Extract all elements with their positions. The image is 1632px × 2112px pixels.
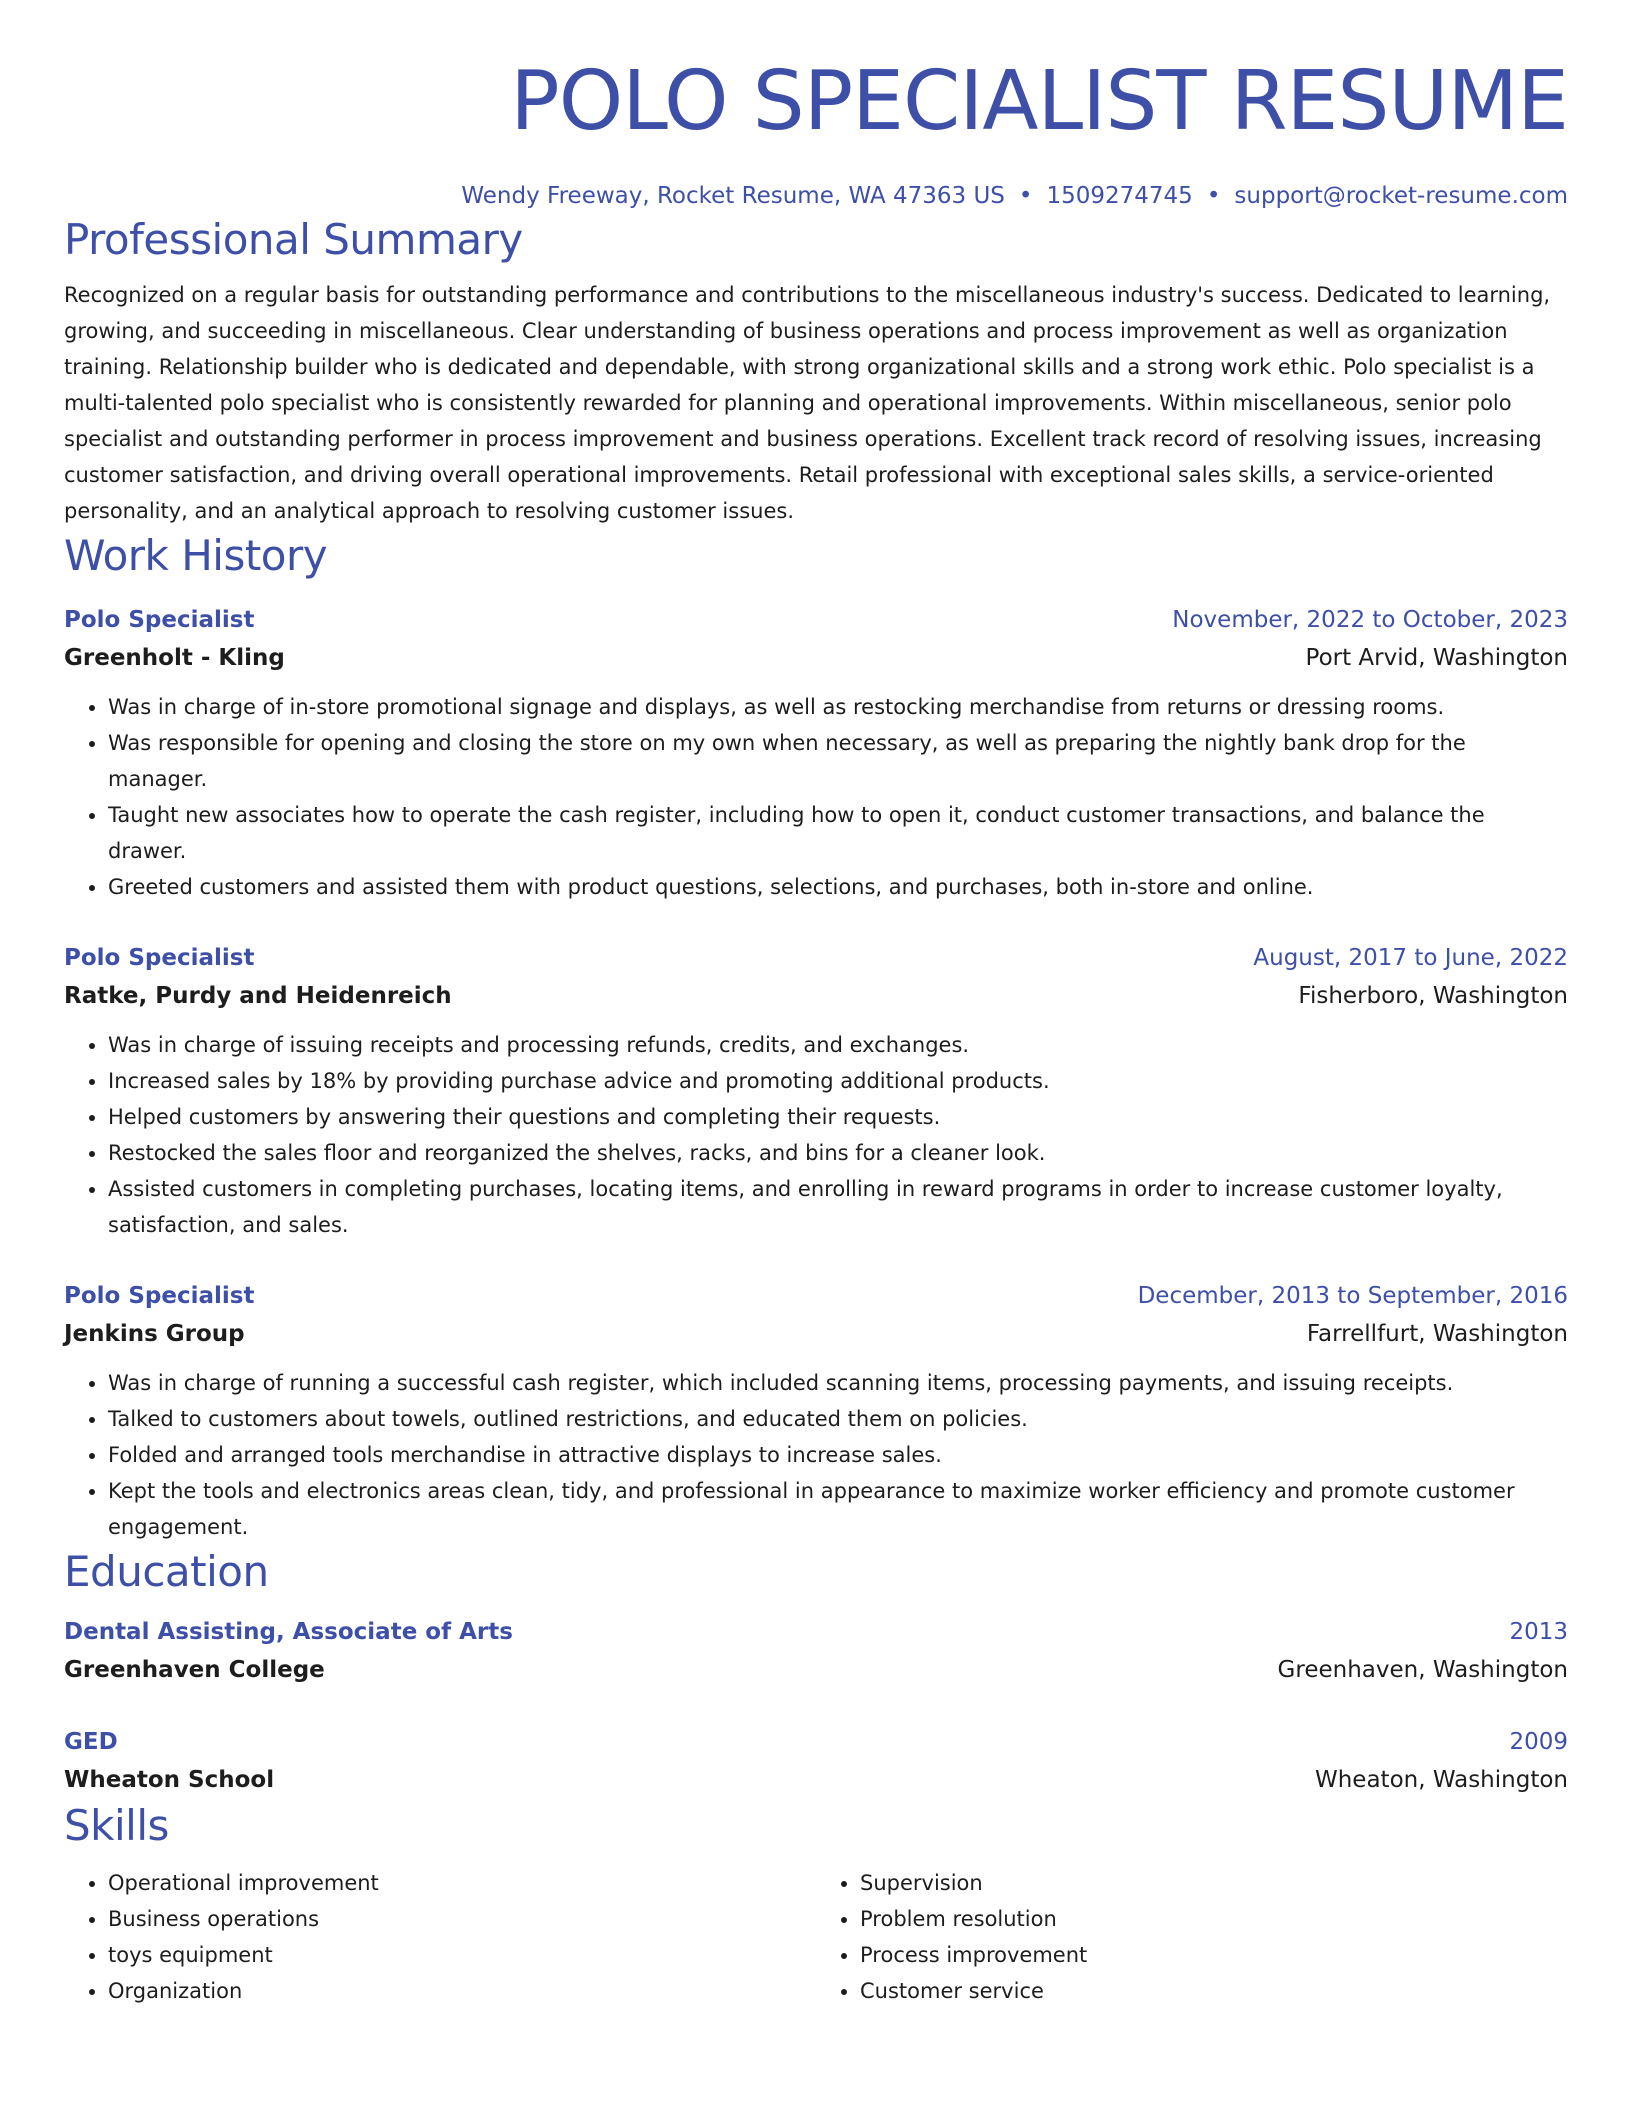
- skill-item: • Business operations: [108, 1901, 816, 1937]
- job-dates: December, 2013 to September, 2016: [1137, 1283, 1568, 1309]
- job-duties: [64, 689, 1568, 905]
- duty-item: • Greeted customers and assisted them with product questions, selections, and purchases, both in-store and online.: [108, 869, 1568, 905]
- job-entry: [64, 939, 1568, 1243]
- job-location: Fisherboro, Washington: [1298, 983, 1568, 1009]
- duty-item: • Increased sales by 18% by providing purchase advice and promoting additional products.: [108, 1063, 1568, 1099]
- degree-name: Dental Assisting, Associate of Arts: [64, 1619, 513, 1645]
- section-heading: Education: [64, 1547, 269, 1596]
- duty-item: • Assisted customers in completing purchases, locating items, and enrolling in reward programs in order to increase customer loyalty, satisfaction, and sales.: [108, 1171, 1568, 1243]
- resume-page: [64, 0, 1568, 2009]
- resume-title: POLO SPECIALIST RESUME: [510, 54, 1568, 149]
- summary-text: Recognized on a regular basis for outstanding performance and contributions to the miscellaneous industry's success. Dedicated to learning, growing, and succeeding in miscellaneous. Clear understanding of business operations and process improvement as well as organization training. Relationship builder who is dedicated and dependable, with strong organizational skills and a strong work ethic. Polo specialist is a multi-talented polo specialist who is consistently rewarded for planning and operational improvements. Within miscellaneous, senior polo specialist and outstanding performer in process improvement and business operations. Excellent track record of resolving issues, increasing customer satisfaction, and driving overall operational improvements. Retail professional with exceptional sales skills, a service-oriented personality, and an analytical approach to resolving customer issues.: [64, 283, 1551, 523]
- job-entry: [64, 601, 1568, 905]
- contact-address: Wendy Freeway, Rocket Resume, WA 47363 US: [461, 183, 1005, 209]
- contact-email: support@rocket-resume.com: [1234, 183, 1568, 209]
- school-location: Greenhaven, Washington: [1277, 1657, 1568, 1683]
- skills-section: [64, 1799, 1568, 2009]
- skill-item: • Customer service: [860, 1973, 1568, 2009]
- resume-header: [64, 0, 1568, 213]
- section-heading: Professional Summary: [64, 215, 523, 264]
- duty-item: • Was in charge of in-store promotional signage and displays, as well as restocking merchandise from returns or dressing rooms.: [108, 689, 1568, 725]
- education-section: [64, 1545, 1568, 1799]
- skill-item: • Supervision: [860, 1865, 1568, 1901]
- skill-item: • toys equipment: [108, 1937, 816, 1973]
- duty-item: • Talked to customers about towels, outlined restrictions, and educated them on policies.: [108, 1401, 1568, 1437]
- job-dates: August, 2017 to June, 2022: [1253, 945, 1568, 971]
- graduation-year: 2009: [1509, 1729, 1568, 1755]
- skills-column-left: [64, 1865, 816, 2009]
- skill-item: • Process improvement: [860, 1937, 1568, 1973]
- skill-item: • Problem resolution: [860, 1901, 1568, 1937]
- job-entry: [64, 1277, 1568, 1545]
- duty-item: • Restocked the sales floor and reorganized the shelves, racks, and bins for a cleaner look.: [108, 1135, 1568, 1171]
- job-location: Port Arvid, Washington: [1305, 645, 1568, 671]
- company-name: Greenholt - Kling: [64, 645, 285, 671]
- duty-item: • Taught new associates how to operate the cash register, including how to open it, conduct customer transactions, and balance the drawer.: [108, 797, 1568, 869]
- job-title: Polo Specialist: [64, 1283, 255, 1309]
- contact-phone: 1509274745: [1046, 183, 1193, 209]
- contact-line: [64, 179, 1568, 213]
- job-location: Farrellfurt, Washington: [1306, 1321, 1568, 1347]
- job-title: Polo Specialist: [64, 945, 255, 971]
- education-entry: [64, 1723, 1568, 1799]
- section-heading: Work History: [64, 531, 328, 580]
- skills-column-right: [816, 1865, 1568, 2009]
- duty-item: • Helped customers by answering their questions and completing their requests.: [108, 1099, 1568, 1135]
- summary-section: [64, 213, 1568, 529]
- work-history-section: [64, 529, 1568, 1545]
- company-name: Ratke, Purdy and Heidenreich: [64, 983, 452, 1009]
- skill-item: • Organization: [108, 1973, 816, 2009]
- school-name: Wheaton School: [64, 1767, 275, 1793]
- separator-dot: •: [1018, 183, 1033, 209]
- duty-item: • Was in charge of running a successful cash register, which included scanning items, processing payments, and issuing receipts.: [108, 1365, 1568, 1401]
- skill-item: • Operational improvement: [108, 1865, 816, 1901]
- school-location: Wheaton, Washington: [1314, 1767, 1568, 1793]
- graduation-year: 2013: [1509, 1619, 1568, 1645]
- duty-item: • Was in charge of issuing receipts and processing refunds, credits, and exchanges.: [108, 1027, 1568, 1063]
- job-dates: November, 2022 to October, 2023: [1172, 607, 1568, 633]
- duty-item: • Folded and arranged tools merchandise in attractive displays to increase sales.: [108, 1437, 1568, 1473]
- job-duties: [64, 1027, 1568, 1243]
- separator-dot: •: [1206, 183, 1221, 209]
- duty-item: • Was responsible for opening and closing the store on my own when necessary, as well as preparing the nightly bank drop for the manager.: [108, 725, 1568, 797]
- section-heading: Skills: [64, 1801, 169, 1850]
- school-name: Greenhaven College: [64, 1657, 325, 1683]
- education-entry: [64, 1613, 1568, 1689]
- job-duties: [64, 1365, 1568, 1545]
- duty-item: • Kept the tools and electronics areas clean, tidy, and professional in appearance to maximize worker efficiency and promote customer engagement.: [108, 1473, 1568, 1545]
- company-name: Jenkins Group: [64, 1321, 245, 1347]
- job-title: Polo Specialist: [64, 607, 255, 633]
- skills-grid: [64, 1865, 1568, 2009]
- degree-name: GED: [64, 1729, 118, 1755]
